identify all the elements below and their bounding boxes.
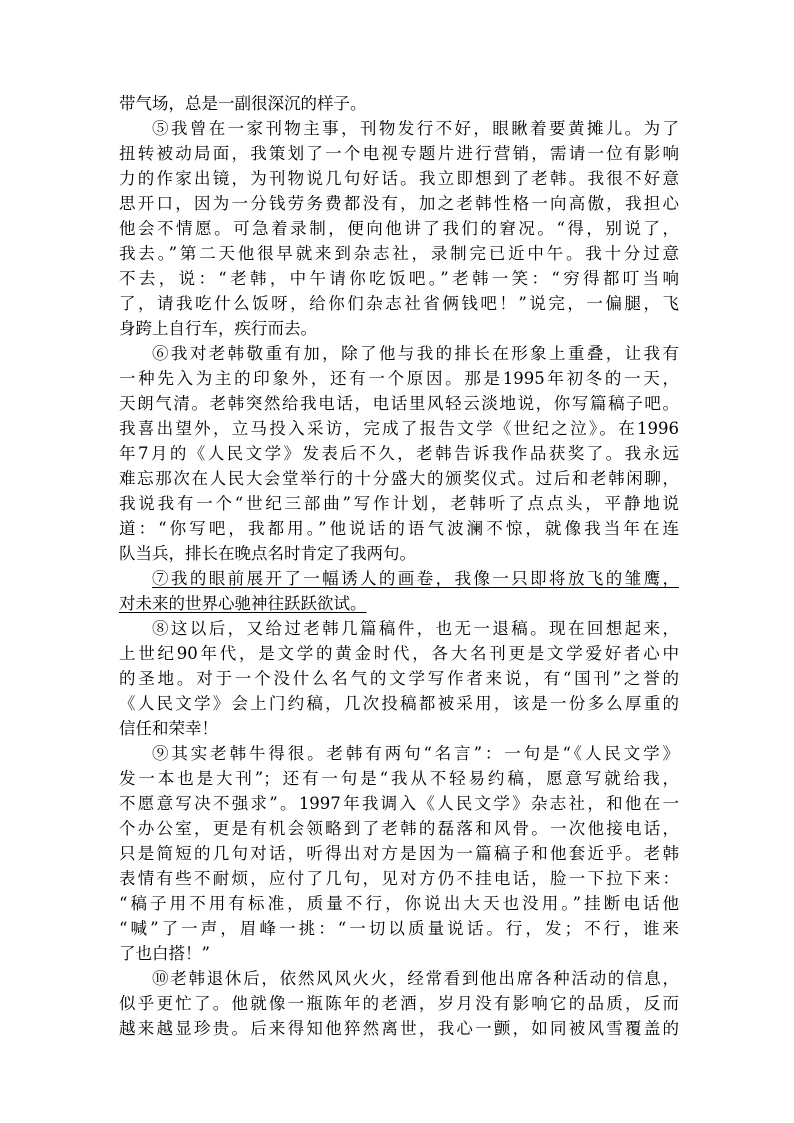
line-text: 发一本也是大刊”；还有一句是“我从不轻易约稿，愿意写就给我， (119, 769, 679, 788)
line-text: 我去。”第二天他很早就来到杂志社，录制完已近中午。我十分过意 (119, 244, 679, 263)
text-line (119, 366, 679, 391)
text-line (119, 591, 679, 616)
article-body (119, 91, 679, 1041)
paragraph-first-line (119, 341, 679, 366)
line-text: 的圣地。对于一个没什么名气的文学写作者来说，有“国刊”之誉的 (119, 669, 679, 688)
line-text: 年7月的《人民文学》发表后不久，老韩告诉我作品获奖了。我永远 (119, 444, 679, 463)
underlined-sentence: ⑦我的眼前展开了一幅诱人的画卷，我像一只即将放飞的雏鹰， (152, 569, 679, 588)
text-line (119, 241, 679, 266)
line-text: “稿子用不用有标准，质量不行，你说出大天也没用。”挂断电话他 (119, 894, 679, 913)
text-line (119, 516, 679, 541)
text-line (119, 216, 679, 241)
line-text: “喊”了一声，眉峰一挑：“一切以质量说话。行，发；不行，谁来 (119, 919, 679, 938)
text-line (119, 391, 679, 416)
text-line (119, 266, 679, 291)
text-line (119, 416, 679, 441)
text-line (119, 941, 679, 966)
text-line (119, 816, 679, 841)
text-line (119, 291, 679, 316)
text-line (119, 691, 679, 716)
text-line (119, 641, 679, 666)
line-text: 思开口，因为一分钱劳务费都没有，加之老韩性格一向高傲，我担心 (119, 194, 679, 213)
text-line (119, 891, 679, 916)
text-line (119, 916, 679, 941)
line-text: 不愿意写决不强求”。1997年我调入《人民文学》杂志社，和他在一 (119, 794, 679, 813)
text-line (119, 841, 679, 866)
line-text: 《人民文学》会上门约稿，几次投稿都被采用，该是一份多么厚重的 (119, 694, 679, 713)
line-text: ⑧这以后，又给过老韩几篇稿件，也无一退稿。现在回想起来， (152, 619, 679, 638)
line-text: 道：“你写吧，我都用。”他说话的语气波澜不惊，就像我当年在连 (119, 519, 679, 538)
text-line (119, 666, 679, 691)
paragraph-first-line (119, 616, 679, 641)
line-text: 信任和荣幸！ (119, 719, 218, 738)
line-text: ⑤我曾在一家刊物主事，刊物发行不好，眼瞅着要黄摊儿。为了 (152, 119, 679, 138)
line-text: 身跨上自行车，疾行而去。 (119, 319, 317, 338)
text-line (119, 716, 679, 741)
text-line (119, 866, 679, 891)
document-page (119, 91, 679, 1041)
line-text: 不去，说：“老韩，中午请你吃饭吧。”老韩一笑：“穷得都叮当响 (119, 269, 679, 288)
text-line (119, 466, 679, 491)
text-line (119, 491, 679, 516)
paragraph-first-line (119, 966, 679, 991)
paragraph-first-line (119, 116, 679, 141)
underlined-sentence: 对未来的世界心驰神往跃跃欲试。 (119, 594, 367, 613)
line-text: 了也白搭！” (119, 944, 210, 963)
line-text: 只是简短的几句对话，听得出对方是因为一篇稿子和他套近乎。老韩 (119, 844, 679, 863)
text-line (119, 991, 679, 1016)
line-text: 上世纪90年代，是文学的黄金时代，各大名刊更是文学爱好者心中 (119, 644, 679, 663)
line-text: 越来越显珍贵。后来得知他猝然离世，我心一颤，如同被风雪覆盖的 (119, 1019, 679, 1038)
text-line (119, 1016, 679, 1041)
text-line (119, 791, 679, 816)
line-text: 队当兵，排长在晚点名时肯定了我两句。 (119, 544, 416, 563)
line-text: ⑨其实老韩牛得很。老韩有两句“名言”：一句是“《人民文学》 (152, 744, 679, 763)
line-text: 带气场，总是一副很深沉的样子。 (119, 94, 367, 113)
text-line (119, 166, 679, 191)
line-text: 我喜出望外，立马投入采访，完成了报告文学《世纪之泣》。在1996 (119, 419, 679, 438)
line-text: ⑩老韩退休后，依然风风火火，经常看到他出席各种活动的信息， (152, 969, 679, 988)
line-text: 个办公室，更是有机会领略到了老韩的磊落和风骨。一次他接电话， (119, 819, 679, 838)
text-line (119, 766, 679, 791)
line-text: 一种先入为主的印象外，还有一个原因。那是1995年初冬的一天， (119, 369, 679, 388)
line-text: 了，请我吃什么饭呀，给你们杂志社省俩钱吧！”说完，一偏腿，飞 (119, 294, 679, 313)
paragraph-first-line (119, 566, 679, 591)
paragraph-first-line (119, 741, 679, 766)
text-line (119, 191, 679, 216)
text-line (119, 141, 679, 166)
text-line (119, 441, 679, 466)
line-text: 难忘那次在人民大会堂举行的十分盛大的颁奖仪式。过后和老韩闲聊， (119, 469, 679, 488)
line-text: ⑥我对老韩敬重有加，除了他与我的排长在形象上重叠，让我有 (152, 344, 679, 363)
line-text: 扭转被动局面，我策划了一个电视专题片进行营销，需请一位有影响 (119, 144, 679, 163)
line-text: 我说我有一个“世纪三部曲”写作计划，老韩听了点点头，平静地说 (119, 494, 679, 513)
line-text: 似乎更忙了。他就像一瓶陈年的老酒，岁月没有影响它的品质，反而 (119, 994, 679, 1013)
text-line (119, 316, 679, 341)
line-text: 他会不情愿。可急着录制，便向他讲了我们的窘况。“得，别说了， (119, 219, 679, 238)
text-line (119, 541, 679, 566)
text-line (119, 91, 679, 116)
line-text: 力的作家出镜，为刊物说几句好话。我立即想到了老韩。我很不好意 (119, 169, 679, 188)
line-text: 天朗气清。老韩突然给我电话，电话里风轻云淡地说，你写篇稿子吧。 (119, 394, 679, 413)
line-text: 表情有些不耐烦，应付了几句，见对方仍不挂电话，脸一下拉下来： (119, 869, 679, 888)
